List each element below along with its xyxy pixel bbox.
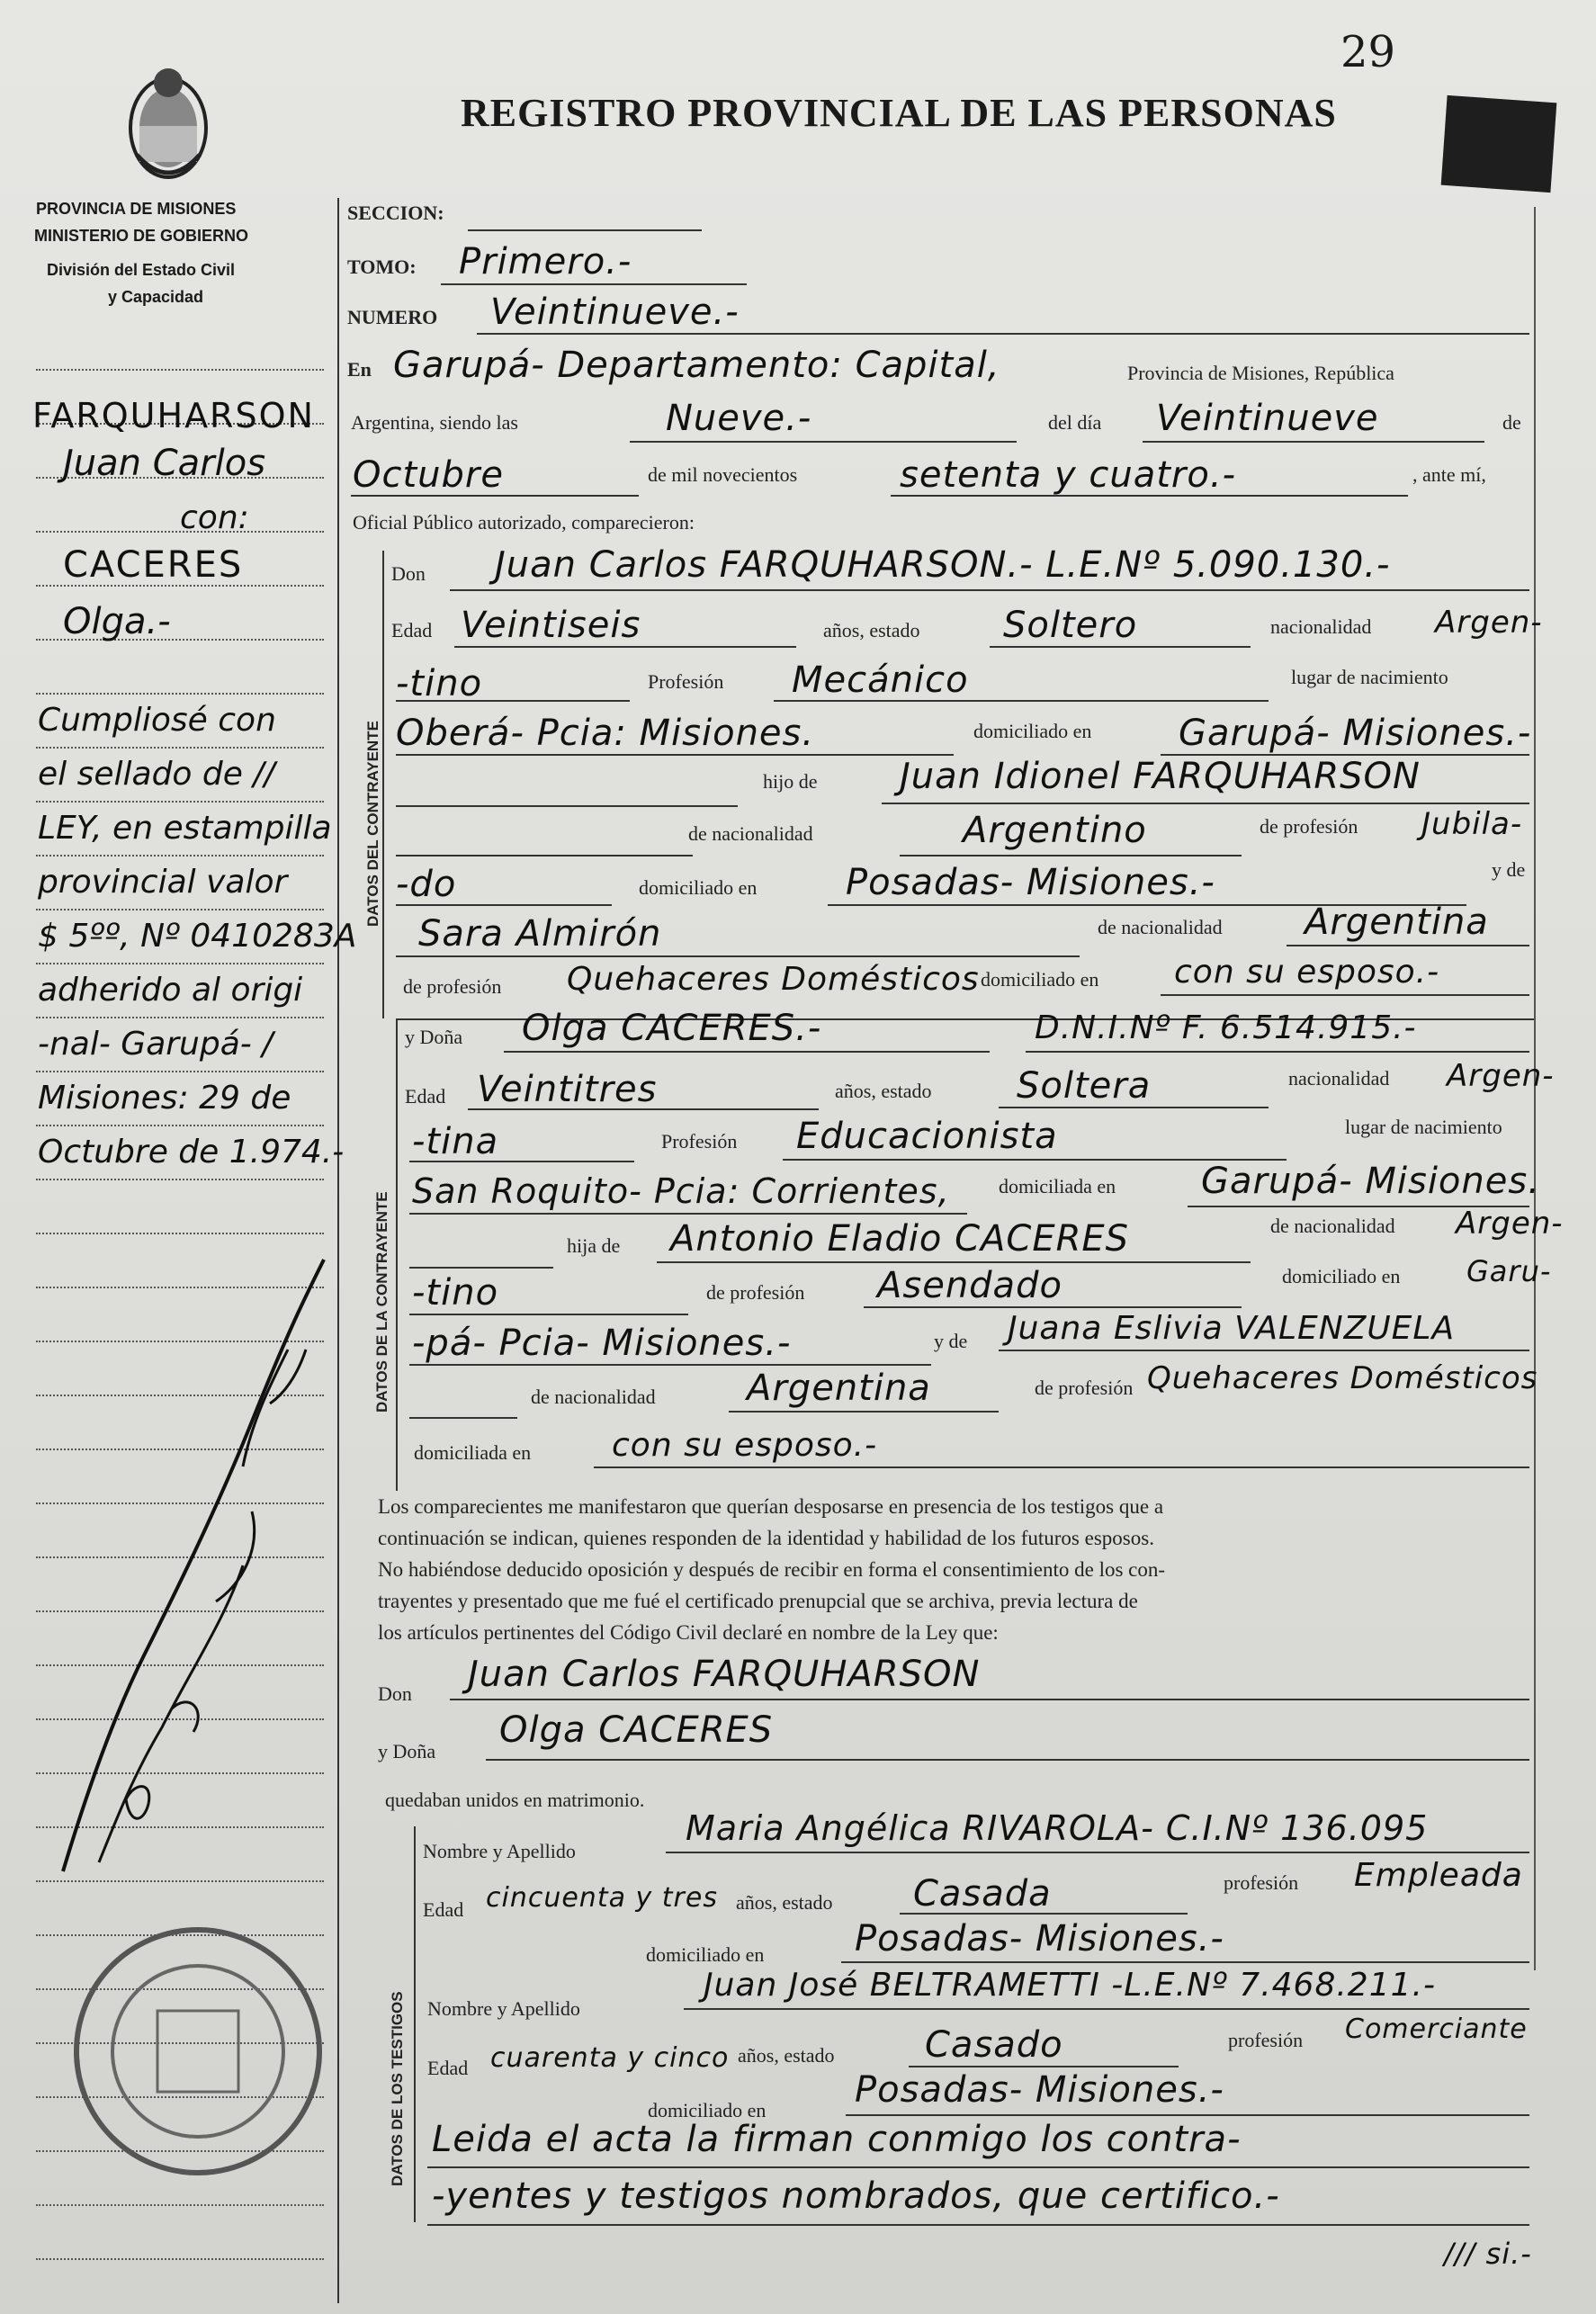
bride-section-border [396, 1018, 398, 1491]
groom-profesion-label: Profesión [648, 670, 724, 693]
bride-edad-label: Edad [405, 1085, 446, 1108]
decl-don-line [450, 1699, 1529, 1700]
bride-nac-value-1: Argen- [1447, 1058, 1555, 1094]
w1-name-line [666, 1852, 1529, 1853]
w1-name-label: Nombre y Apellido [423, 1840, 576, 1862]
bride-dom-label: domiciliada en [999, 1175, 1116, 1197]
bride-dni-line [1026, 1051, 1529, 1053]
bride-lugar-value: San Roquito- Pcia: Corrientes, [412, 1171, 950, 1211]
decl-don-value: Juan Carlos FARQUHARSON [468, 1654, 981, 1695]
closing-line-1-rule [427, 2166, 1529, 2168]
groom-lugar-line [396, 754, 954, 756]
en-label: En [347, 358, 372, 381]
bride-section-label: DATOS DE LA CONTRAYENTE [373, 1191, 390, 1413]
hour-line [630, 441, 1017, 443]
w1-edad-label: Edad [423, 1898, 464, 1921]
groom-profesion-line [774, 700, 1269, 702]
w2-edad-label: Edad [427, 2057, 469, 2079]
bride-mnac-value: Argentina [747, 1368, 931, 1409]
margin-stamp-line-5: $ 5ºº, Nº 0410283A [38, 918, 357, 955]
groom-fnac-pre-line [396, 855, 693, 857]
groom-y-de-label: y de [1492, 858, 1526, 881]
margin-stamp-line-6: adherido al origi [38, 972, 303, 1009]
bride-hija-pre-line [409, 1267, 553, 1269]
w2-dom-line [846, 2114, 1529, 2116]
groom-profesion-value: Mecánico [792, 659, 969, 701]
hour-value: Nueve.- [666, 398, 812, 439]
groom-edad-label: Edad [391, 619, 433, 641]
declaration-line-5: los artículos pertinentes del Código Civil declaré en nombre de la Ley que: [378, 1621, 999, 1644]
w1-name-value: Maria Angélica RIVAROLA- C.I.Nº 136.095 [686, 1808, 1429, 1848]
place-value: Garupá- Departamento: Capital, [393, 345, 1000, 386]
margin-stamp-line-4: provincial valor [38, 864, 288, 901]
bride-estado-line [999, 1107, 1269, 1108]
bride-dom-value: Garupá- Misiones. [1201, 1161, 1540, 1202]
groom-fprof-value-2: -do [396, 864, 457, 905]
groom-fnac-line [900, 855, 1242, 857]
bride-nac-value-2: -tina [412, 1121, 499, 1162]
bride-dni-value: D.N.I.Nº F. 6.514.915.- [1035, 1009, 1417, 1046]
groom-mother-line [396, 955, 1080, 957]
bride-mother-line [999, 1350, 1529, 1351]
groom-nac-value-2: -tino [396, 663, 483, 704]
margin-stamp-line-9: Octubre de 1.974.- [38, 1134, 345, 1170]
margin-surname-1: FARQUHARSON [32, 396, 315, 435]
bride-edad-line [468, 1108, 819, 1110]
month-value: Octubre [353, 454, 504, 496]
w2-estado-line [909, 2066, 1179, 2067]
groom-mnac-value: Argentina [1305, 901, 1489, 943]
groom-mnac-line [1287, 945, 1529, 946]
tomo-label: TOMO: [347, 256, 417, 278]
bride-fprof-label: de profesión [706, 1281, 805, 1304]
bride-mdom-line [594, 1466, 1529, 1468]
coat-of-arms-icon [119, 56, 218, 191]
groom-fprof-label: de profesión [1260, 815, 1358, 838]
bride-fprof-value: Asendado [877, 1265, 1063, 1306]
seccion-label: SECCION: [347, 202, 444, 224]
office-line-1: PROVINCIA DE MISIONES [36, 200, 237, 218]
bride-mdom-label: domiciliada en [414, 1441, 532, 1464]
bride-fdom-label: domiciliado en [1282, 1265, 1401, 1287]
groom-anos-label: años, estado [823, 619, 920, 641]
groom-mdom-value: con su esposo.- [1174, 954, 1440, 991]
bride-hija-label: hija de [567, 1234, 621, 1257]
groom-lugar-label: lugar de nacimiento [1291, 666, 1448, 688]
w1-edad-value: cincuenta y tres [486, 1882, 718, 1914]
groom-fprof-value-1: Jubila- [1421, 806, 1523, 842]
groom-mprof-value: Quehaceres Domésticos [567, 961, 980, 998]
margin-stamp-line-3: LEY, en estampilla [38, 810, 332, 847]
day-line [1143, 441, 1484, 443]
w1-prof-label: profesión [1224, 1871, 1299, 1894]
margin-with: con: [180, 499, 249, 536]
margin-name-1: Juan Carlos [63, 443, 266, 484]
office-line-2: MINISTERIO DE GOBIERNO [34, 227, 249, 245]
numero-value: Veintinueve.- [490, 291, 740, 333]
office-line-3: División del Estado Civil [47, 261, 236, 279]
de-label: de [1502, 411, 1521, 434]
bride-fnac-line [409, 1314, 688, 1315]
w1-dom-value: Posadas- Misiones.- [855, 1918, 1224, 1960]
bride-fprof-line [864, 1306, 1242, 1308]
w1-dom-line [841, 1961, 1529, 1963]
margin-stamp-line-7: -nal- Garupá- / [38, 1026, 273, 1063]
bride-mprof-label: de profesión [1035, 1377, 1134, 1399]
margin-stamp-line-1: Cumpliosé con [38, 702, 276, 739]
w2-estado-value: Casado [925, 2024, 1063, 2066]
bride-profesion-value: Educacionista [796, 1116, 1058, 1157]
bride-fnac-value-1: Argen- [1456, 1206, 1564, 1242]
bride-father-line [657, 1261, 1251, 1263]
official-seal-icon [67, 1921, 328, 2182]
groom-fprof-line [396, 904, 612, 906]
w2-name-line [684, 2008, 1529, 2010]
bride-lugar-line [409, 1213, 967, 1215]
groom-nac-value-1: Argen- [1435, 605, 1543, 641]
decl-dona-value: Olga CACERES [499, 1709, 774, 1751]
oficial-text: Oficial Público autorizado, comparecieron: [353, 511, 695, 534]
footer-mark: /// si.- [1444, 2237, 1532, 2271]
w2-name-label: Nombre y Apellido [427, 1997, 580, 2020]
groom-lugar-value: Oberá- Pcia: Misiones. [396, 713, 815, 754]
bride-mnac-line [729, 1411, 999, 1413]
day-value: Veintinueve [1156, 398, 1379, 439]
declaration-line-4: trayentes y presentado que me fué el certificado prenupcial que se archiva, previa lectura de [378, 1590, 1138, 1612]
w2-prof-value: Comerciante [1345, 2014, 1528, 2045]
w1-estado-line [900, 1913, 1188, 1915]
year-line [891, 495, 1408, 497]
groom-section-border [382, 551, 384, 1018]
bride-mnac-label: de nacionalidad [531, 1386, 656, 1408]
argentina-text: Argentina, siendo las [351, 411, 518, 434]
groom-father-value: Juan Idionel FARQUHARSON [900, 756, 1421, 797]
w2-prof-label: profesión [1228, 2029, 1304, 2051]
bride-mother-value: Juana Eslivia VALENZUELA [1008, 1310, 1456, 1347]
groom-hijo-pre-line [396, 805, 738, 807]
witness-section-label: DATOS DE LOS TESTIGOS [389, 1991, 406, 2186]
margin-name-2: Olga.- [63, 601, 171, 642]
groom-mother-value: Sara Almirón [418, 913, 662, 955]
bride-nac-label: nacionalidad [1288, 1067, 1390, 1090]
closing-line-2: -yentes y testigos nombrados, que certifico.- [432, 2175, 1280, 2217]
closing-line-2-rule [427, 2224, 1529, 2226]
bride-anos-label: años, estado [835, 1080, 932, 1102]
groom-fdom-label: domiciliado en [639, 876, 758, 899]
bride-mdom-value: con su esposo.- [612, 1427, 878, 1464]
document-title: REGISTRO PROVINCIAL DE LAS PERSONAS [461, 91, 1337, 135]
bride-fnac-value-2: -tino [412, 1272, 499, 1314]
page-number: 29 [1340, 27, 1396, 77]
decl-dona-label: y Doña [378, 1740, 436, 1762]
groom-mdom-line [1161, 994, 1529, 996]
groom-mnac-label: de nacionalidad [1098, 916, 1223, 938]
tomo-value: Primero.- [459, 241, 632, 283]
w2-anos-label: años, estado [738, 2044, 835, 2067]
bride-nac-line [409, 1161, 634, 1162]
margin-signature-icon [36, 1242, 342, 1907]
bride-name-value: Olga CACERES.- [522, 1008, 822, 1049]
year-value: setenta y cuatro.- [900, 454, 1236, 496]
margin-stamp-line-8: Misiones: 29 de [38, 1080, 291, 1117]
tomo-line [441, 283, 747, 285]
groom-nac-label: nacionalidad [1270, 615, 1372, 638]
groom-mprof-label: de profesión [403, 975, 502, 998]
w1-anos-label: años, estado [736, 1891, 833, 1914]
bride-fnac-label: de nacionalidad [1270, 1215, 1395, 1237]
groom-mdom-label: domiciliado en [981, 968, 1099, 991]
groom-father-line [882, 803, 1529, 804]
groom-estado-line [990, 646, 1251, 648]
w2-edad-value: cuarenta y cinco [490, 2042, 730, 2074]
margin-surname-2: CACERES [63, 544, 244, 586]
bride-fdom-value-1: Garu- [1466, 1254, 1552, 1288]
w2-dom-value: Posadas- Misiones.- [855, 2069, 1224, 2111]
bride-fdom-value-2: -pá- Pcia- Misiones.- [412, 1323, 792, 1364]
groom-edad-line [454, 646, 796, 648]
bride-mprof-value: Quehaceres Domésticos [1147, 1360, 1538, 1396]
witness-section-border [414, 1826, 416, 2222]
del-dia-label: del día [1048, 411, 1102, 434]
groom-section-label: DATOS DEL CONTRAYENTE [364, 721, 381, 927]
w1-prof-value: Empleada [1354, 1857, 1523, 1894]
w2-dom-label: domiciliado en [648, 2099, 767, 2121]
groom-fdom-value: Posadas- Misiones.- [846, 862, 1215, 903]
decl-closing: quedaban unidos en matrimonio. [385, 1789, 645, 1811]
bride-name-line [504, 1051, 990, 1053]
closing-line-1: Leida el acta la firman conmigo los contra- [432, 2119, 1242, 2160]
bride-dona-label: y Doña [405, 1026, 463, 1048]
numero-label: NUMERO [347, 306, 438, 328]
numero-line [477, 333, 1529, 335]
month-line [351, 495, 639, 497]
corner-tab [1441, 95, 1557, 193]
groom-dom-label: domiciliado en [973, 720, 1092, 742]
decl-dona-line [486, 1759, 1529, 1761]
groom-fnac-label: de nacionalidad [688, 822, 813, 845]
bride-edad-value: Veintitres [477, 1069, 658, 1110]
margin-stamp-line-2: el sellado de // [38, 756, 275, 793]
w1-dom-label: domiciliado en [646, 1943, 765, 1966]
declaration-line-3: No habiéndose deducido oposición y después de recibir en forma el consentimiento de los con- [378, 1558, 1166, 1581]
groom-don-label: Don [391, 562, 426, 585]
ante-mi-text: , ante mí, [1412, 463, 1486, 486]
w2-name-value: Juan José BELTRAMETTI -L.E.Nº 7.468.211.- [704, 1967, 1436, 2004]
office-line-4: y Capacidad [108, 288, 204, 306]
province-text: Provincia de Misiones, República [1127, 362, 1394, 384]
groom-nac-line [396, 700, 630, 702]
declaration-line-2: continuación se indican, quienes responden de la identidad y habilidad de los futuros esposos. [378, 1527, 1154, 1549]
groom-name-value: Juan Carlos FARQUHARSON.- L.E.Nº 5.090.130.- [495, 544, 1391, 586]
bride-estado-value: Soltera [1017, 1065, 1152, 1107]
decl-don-label: Don [378, 1682, 412, 1705]
seccion-line [468, 229, 702, 231]
w1-estado-value: Casada [913, 1873, 1052, 1915]
groom-estado-value: Soltero [1003, 605, 1138, 646]
bride-lugar-label: lugar de nacimiento [1345, 1116, 1502, 1138]
bride-mnac-pre-line [409, 1417, 517, 1419]
bride-fdom-line [409, 1364, 931, 1366]
groom-hijo-label: hijo de [763, 770, 818, 793]
bride-profesion-label: Profesión [661, 1130, 738, 1153]
de-mil-label: de mil novecientos [648, 463, 798, 486]
bride-father-value: Antonio Eladio CACERES [670, 1218, 1130, 1260]
groom-edad-value: Veintiseis [461, 605, 641, 646]
bride-y-de-label: y de [934, 1330, 968, 1352]
groom-name-line [450, 589, 1529, 591]
groom-fnac-value: Argentino [963, 810, 1147, 851]
declaration-line-1: Los comparecientes me manifestaron que querían desposarse en presencia de los testigos que a [378, 1495, 1164, 1518]
groom-dom-value: Garupá- Misiones.- [1179, 713, 1532, 754]
